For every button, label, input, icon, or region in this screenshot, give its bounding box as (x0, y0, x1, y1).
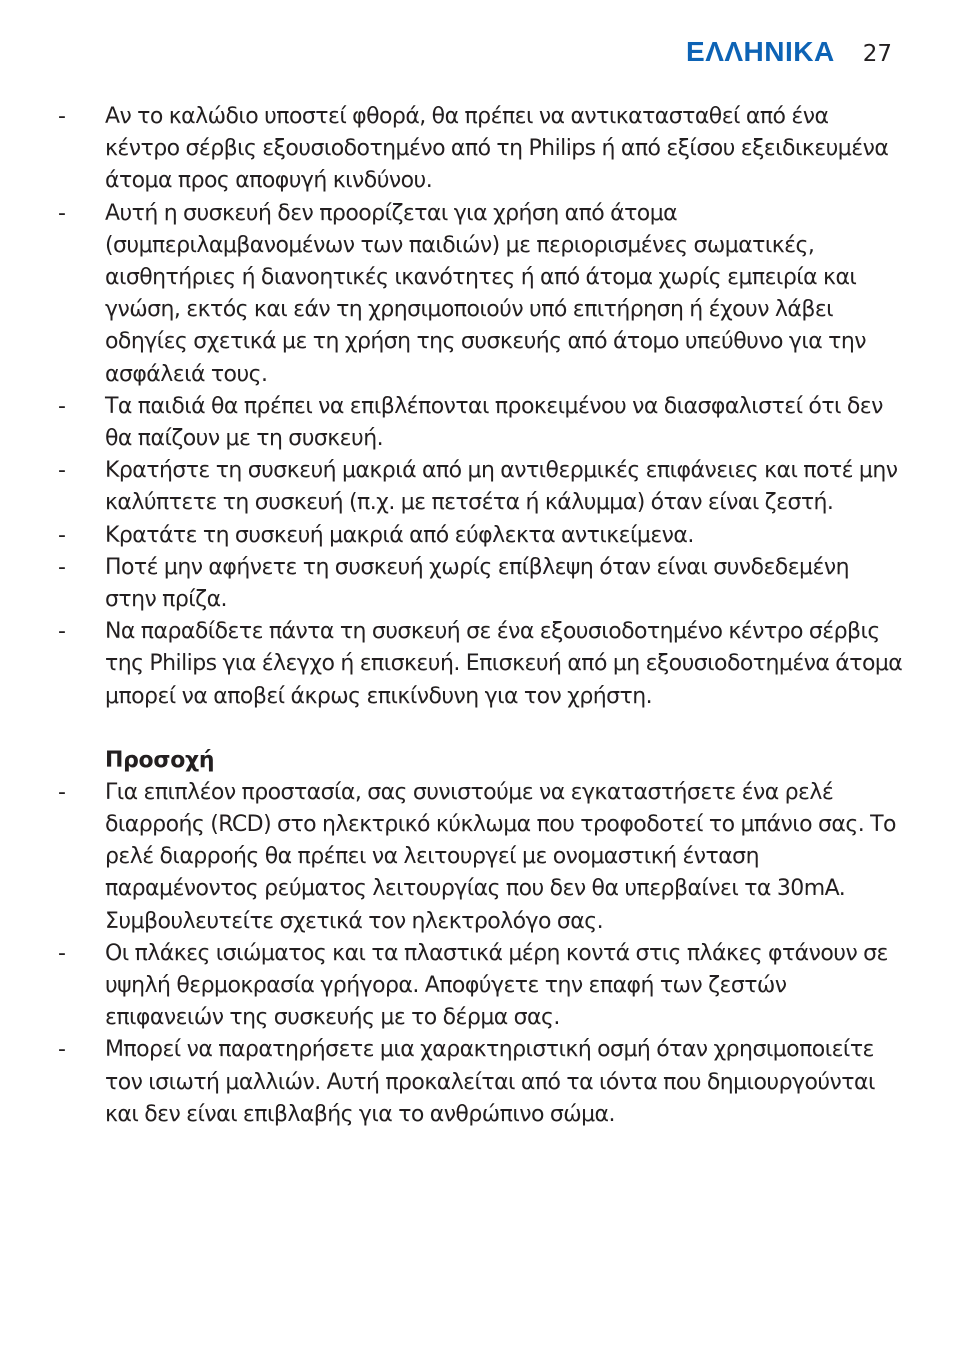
page-header (686, 36, 892, 68)
list-item-text: Αν το καλώδιο υποστεί φθορά, θα πρέπει να αντικατασταθεί από ένα κέντρο σέρβις εξουσιοδοτημένο από τη Philips ή από εξίσου εξειδικευμένα άτομα προς αποφυγή κινδύνου. (105, 104, 889, 194)
bullet-dash: - (58, 458, 66, 484)
list-item (55, 455, 905, 519)
list-item (55, 198, 905, 391)
list-item (55, 391, 905, 455)
list-item-text: Κρατάτε τη συσκευή μακριά από εύφλεκτα αντικείμενα. (105, 522, 694, 548)
warnings-list (55, 101, 905, 713)
bullet-dash: - (58, 522, 66, 548)
bullet-dash: - (58, 1037, 66, 1063)
language-label: ΕΛΛΗΝΙΚΑ (686, 36, 835, 67)
list-item-text: Αυτή η συσκευή δεν προορίζεται για χρήση από άτομα (συμπεριλαμβανομένων των παιδιών) με περιορισμένες σωματικές, αισθητήριες ή διανοητικές ικανότητες ή από άτομα χωρίς εμπειρία και γνώση, εκτός και εάν τη χρησιμοποιούν υπό επιτήρηση ή έχουν λάβει οδηγίες σχετικά με τη χρήση της συσκευής από άτομο υπεύθυνο για την ασφάλειά τους. (105, 200, 866, 387)
list-item-text: Τα παιδιά θα πρέπει να επιβλέπονται προκειμένου να διασφαλιστεί ότι δεν θα παίζουν με τη συσκευή. (105, 393, 883, 452)
list-item (55, 938, 905, 1035)
list-item-text: Οι πλάκες ισιώματος και τα πλαστικά μέρη κοντά στις πλάκες φτάνουν σε υψηλή θερμοκρασία γρήγορα. Αποφύγετε την επαφή των ζεστών επιφανειών της συσκευής με το δέρμα σας. (105, 940, 888, 1031)
bullet-dash: - (58, 104, 66, 129)
bullet-dash: - (58, 393, 66, 419)
list-item-text: Ποτέ μην αφήνετε τη συσκευή χωρίς επίβλεψη όταν είναι συνδεδεμένη στην πρίζα. (105, 554, 849, 613)
list-item (55, 777, 905, 938)
caution-heading: Προσοχή (105, 747, 215, 773)
bullet-dash: - (58, 940, 66, 966)
bullet-dash: - (58, 779, 66, 805)
list-item-text: Μπορεί να παρατηρήσετε μια χαρακτηριστική οσμή όταν χρησιμοποιείτε τον ισιωτή μαλλιών. Αυτή προκαλείται από τα ιόντα που δημιουργούνται και δεν είναι επιβλαβής για το ανθρώπινο σώμα. (105, 1037, 875, 1127)
list-item-text: Να παραδίδετε πάντα τη συσκευή σε ένα εξουσιοδοτημένο κέντρο σέρβις της Philips για έλεγχο ή επισκευή. Επισκευή από μη εξουσιοδοτημένα άτομα μπορεί να αποβεί άκρως επικίνδυνη για τον χρήστη. (105, 619, 903, 709)
list-item-text: Για επιπλέον προστασία, σας συνιστούμε να εγκαταστήσετε ένα ρελέ διαρροής (RCD) στο ηλεκτρικό κύκλωμα που τροφοδοτεί το μπάνιο σας. Το ρελέ διαρροής θα πρέπει να λειτουργεί με ονομαστική ένταση παραμένοντος ρεύματος λειτουργίας που δεν θα υπερβαίνει τα 30mA. Συμβουλευτείτε σχετικά τον ηλεκτρολόγο σας. (105, 779, 896, 934)
caution-list (55, 777, 905, 1131)
list-item (55, 1034, 905, 1131)
bullet-dash: - (58, 619, 66, 645)
list-item (55, 101, 905, 198)
bullet-dash: - (58, 554, 66, 580)
page-number: 27 (862, 41, 892, 67)
page-content (55, 101, 905, 1131)
bullet-dash: - (58, 200, 66, 226)
list-item (55, 520, 905, 552)
list-item (55, 552, 905, 616)
list-item-text: Κρατήστε τη συσκευή μακριά από μη αντιθερμικές επιφάνειες και ποτέ μην καλύπτετε τη συσκευή (π.χ. με πετσέτα ή κάλυμμα) όταν είναι ζεστή. (105, 458, 898, 516)
list-item (55, 616, 905, 713)
